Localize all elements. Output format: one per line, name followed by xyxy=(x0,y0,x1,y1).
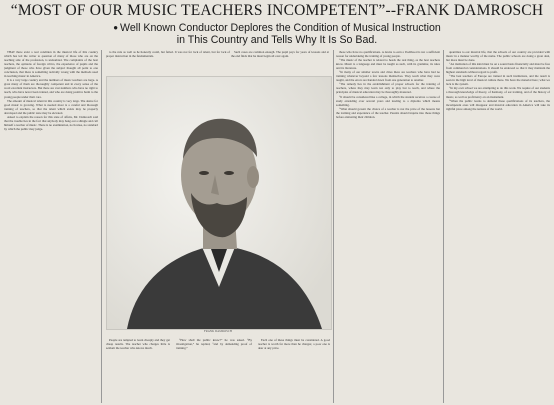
subhead-line-1: Well Known Conductor Deplores the Condition of Musical Instruction xyxy=(120,22,441,34)
paragraph: It is a very large country and the numbers of music teachers are large. A great many of them are thoroughly competent and in every sense of the word excellent instructors. But there are vast numbers who have no right to teach, who have never been trained, and who are doing positive harm to the young people under their care. xyxy=(4,78,98,99)
column-divider xyxy=(101,50,102,403)
article-column-4-bottom xyxy=(258,338,330,403)
paragraph: to the rule as well as he honestly could, but failed. It was not for lack of talent, but for lack of proper instruction in the fundamentals. xyxy=(106,50,230,59)
article-column-1 xyxy=(4,50,98,403)
portrait-photo xyxy=(106,76,332,330)
paragraph: quantities to our musical life, that the schools of our country are provided with music in a manner worthy of the name. The public schools are doing a great deal, but more must be done. xyxy=(446,50,550,63)
paragraph: “In my own school we are attempting to do this work. We require of our students a thorough knowledge of theory, of harmony, of ear training, and of the history of music, as well as proficiency on an instrument. xyxy=(446,86,550,99)
article-column-6 xyxy=(446,50,550,403)
paragraph: Asked to explain the reason for this state of affairs, Mr. Damrosch said that the trouble lies in the fact that anybody may hang out a shingle and call himself a teacher of music. There is no examination, no license, no standard by which the public may judge. xyxy=(4,114,98,131)
subhead xyxy=(4,22,550,46)
article-column-5 xyxy=(336,50,440,403)
photo-caption: FRANK DAMROSCH xyxy=(204,329,232,333)
paragraph: Such cases are common enough. The pupil pays for years of lessons and at the end finds that he must begin all over again. xyxy=(231,50,329,59)
paragraph: People are tempted to learn cheaply and they get cheap results. The teacher who charges little is seldom the teacher who knows much. xyxy=(106,338,170,351)
column-divider xyxy=(333,50,334,403)
bullet-icon: ● xyxy=(113,23,119,32)
article-column-3-top xyxy=(231,50,329,74)
paragraph: THAT there exist a real condition in the musical life of this country which has led the writer to question of many of those who are on the teaching side of the profession, is undoubted. The complaints of the best teachers, the opinions of foreign critics, the experience of pupils and the judgment of those who have given the subject thought all point to one conclusion, that there is something radically wrong with the methods used in teaching music in America. xyxy=(4,50,98,79)
paragraph: “The remedy lies in the establishment of proper schools for the training of teachers, where they may learn not only to play but to teach, and where the principles of musical education may be thoroughly mastered. xyxy=(336,82,440,95)
paragraph: “In many of our smaller towns and cities there are teachers who have had no training whatever beyond a few lessons themselves. They teach what they were taught, and the errors are handed down from one generation to another. xyxy=(336,70,440,83)
paragraph: Each one of these things must be considered. A good teacher is worth far more than he charges; a poor one is dear at any price. xyxy=(258,338,330,351)
article-column-2-bottom xyxy=(106,338,170,403)
paragraph: those who have no qualifications. A desire to earn a livelihood is not a sufficient reason for undertaking the training of young people. xyxy=(336,50,440,59)
paragraph: The amount of musical talent in this country is very large. The desire for good music is growing. What is needed most is a careful and thorough training of teachers, so that the talent which exists may be properly developed and the public taste may be elevated. xyxy=(4,98,98,115)
paragraph: “It should be considered like a college, in which the student receives a course of study extending over several years and leading to a diploma which means something. xyxy=(336,94,440,107)
paragraph: “The best teachers of Europe are trained in such institutions, and the result is seen in the high level of musical culture there. We have the material here; what we lack is the system. xyxy=(446,74,550,87)
headline: “MOST OF OUR MUSIC TEACHERS INCOMPETENT”--FRANK DAMROSCH xyxy=(10,2,544,19)
paragraph: “The music of the teacher is related to heads the real thing, as the best teachers know. Music is a language and must be taught as such, with its grammar, its rules and its literature. xyxy=(336,58,440,71)
portrait-illustration xyxy=(107,77,331,329)
article-column-3-bottom xyxy=(176,338,252,403)
paragraph: “When the public learns to demand these qualifications of its teachers, the incompetent ones will disappear and musical education in America will take its rightful place among the nations of the world. xyxy=(446,98,550,111)
column-divider xyxy=(443,50,444,403)
article-column-2-top xyxy=(106,50,230,74)
paragraph: “How shall the public know?” he was asked. “By investigation,” he replied, “and by demanding proof of training.” xyxy=(176,338,252,351)
paragraph: “An institution of this kind must be on a sound basis financially and must be free from commercial considerations. It should be endowed so that it may maintain the highest standards without regard to profit. xyxy=(446,62,550,75)
paragraph: “What should govern the choice of a teacher is not the price of the lessons but the training and experience of the teacher. Parents should inquire into these things before entrusting their children. xyxy=(336,106,440,119)
subhead-line-2: in This Country and Tells Why It Is So Bad. xyxy=(176,34,378,46)
